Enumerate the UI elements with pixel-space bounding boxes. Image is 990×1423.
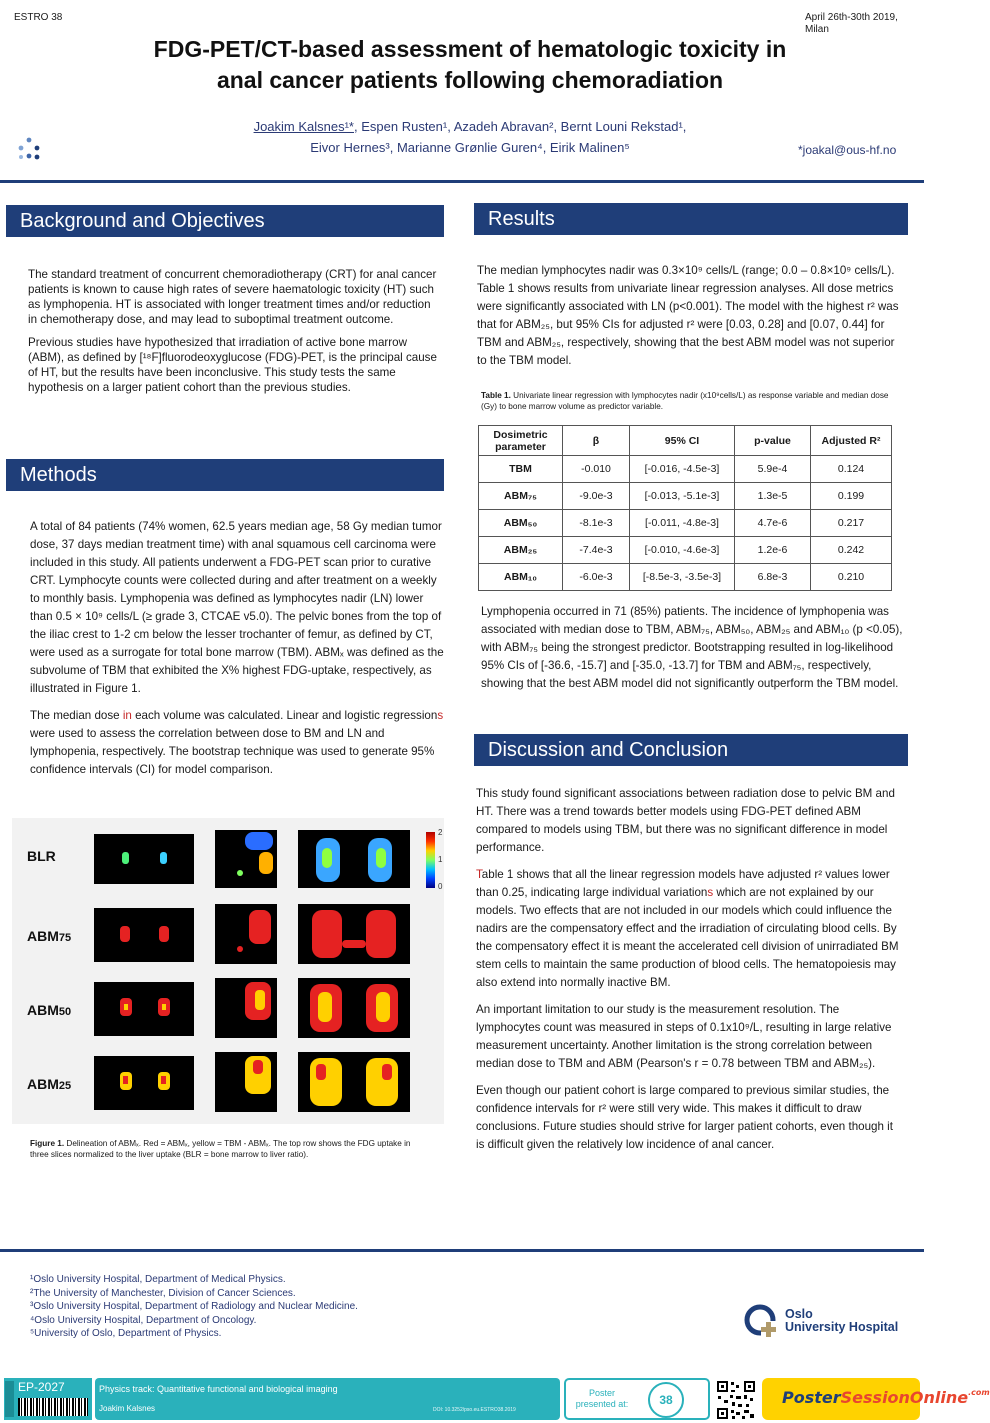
table-row	[479, 564, 892, 591]
figure-1	[12, 818, 444, 1124]
track-label: Physics track: Quantitative functional and biological imaging	[99, 1384, 338, 1394]
scan-image	[298, 904, 410, 964]
scan-image	[298, 978, 410, 1038]
scan-image	[94, 908, 194, 962]
colorbar-tick: 0	[438, 882, 443, 891]
table-cell: -8.1e-3	[563, 510, 630, 537]
first-author[interactable]: Joakim Kalsnes¹*	[253, 119, 354, 134]
discussion-heading: Discussion and Conclusion	[474, 734, 908, 766]
table-cell: 1.3e-5	[735, 483, 811, 510]
affiliation: ²The University of Manchester, Division of Cancer Sciences.	[30, 1287, 296, 1299]
table-cell: [-0.011, -4.8e-3]	[630, 510, 735, 537]
table-header-cell: β	[563, 426, 630, 456]
table-row	[479, 537, 892, 564]
table-header-cell: Adjusted R²	[811, 426, 892, 456]
qr-code-icon[interactable]	[716, 1380, 756, 1420]
scan-image	[215, 904, 277, 964]
table-cell: ABM₂₅	[479, 537, 563, 564]
side-strip	[5, 1381, 14, 1417]
table-cell: 5.9e-4	[735, 456, 811, 483]
table-cell: [-0.016, -4.5e-3]	[630, 456, 735, 483]
author-list: Joakim Kalsnes¹*, Espen Rusten¹, Azadeh Abravan², Bernt Louni Rekstad¹, Eivor Hernes³, Marianne Grønlie Guren⁴, Eirik Malinen⁵	[253, 119, 687, 155]
table-cell: [-8.5e-3, -3.5e-3]	[630, 564, 735, 591]
affiliation: ¹Oslo University Hospital, Department of Medical Physics.	[30, 1274, 286, 1285]
footer-author: Joakim Kalsnes	[99, 1404, 156, 1413]
poster-session-online-logo[interactable]: PosterSessionOnline$^{.com}$	[762, 1378, 920, 1420]
table-cell: ABM₇₅	[479, 483, 563, 510]
table-row	[479, 456, 892, 483]
scan-image	[94, 1056, 194, 1110]
table-header-cell: p-value	[735, 426, 811, 456]
table-header-cell: Dosimetric parameter	[479, 426, 563, 456]
dots-icon	[15, 136, 45, 162]
affiliation: ⁵University of Oslo, Department of Physics.	[30, 1328, 222, 1340]
methods-heading: Methods	[6, 459, 444, 491]
scan-image	[298, 830, 410, 888]
table-header-row	[479, 426, 892, 456]
scan-image	[215, 830, 277, 888]
row-label-abm25: ABM25	[27, 1076, 72, 1092]
conference-date: April 26th-30th 2019, Milan	[805, 12, 898, 35]
affiliation: ³Oslo University Hospital, Department of Radiology and Nuclear Medicine.	[30, 1301, 358, 1313]
estro-badge-icon: 38	[648, 1382, 684, 1418]
header-divider	[0, 180, 924, 183]
results-text-2: Lymphopenia occurred in 71 (85%) patients. The incidence of lymphopenia was associated with median dose to TBM, ABM₇₅, ABM₅₀, ABM₂₅ and ABM₁₀ (p <0.05), with ABM₇₅ being the strongest predictor. Bootstrapping resulted in log-likelihood 95% CIs of [-36.6, -15.7] and [-35.0, -13.7] for TBM and ABM₇₅, respectively, showing that the best ABM model did not significantly outperform the TBM model.	[481, 605, 903, 690]
figure-caption: Figure 1. Delineation of ABMₓ. Red = ABMₓ, yellow = TBM - ABMₓ. The top row shows the FDG uptake in three slices normalized to the liver uptake (BLR = bone marrow to liver ratio).	[30, 1139, 411, 1159]
presented-at-box: Poster presented at: 38	[564, 1378, 710, 1420]
table-cell: -6.0e-3	[563, 564, 630, 591]
table-cell: -0.010	[563, 456, 630, 483]
table-cell: 0.242	[811, 537, 892, 564]
results-text: The median lymphocytes nadir was 0.3×10⁹ cells/L (range; 0.0 – 0.8×10⁹ cells/L). Table 1 shows results from univariate linear regression analyses. All dose metrics were significantly associated with LN (p<0.001). The model with the highest r² was that for ABM₂₅, but 95% CIs for adjusted r² were [0.03, 0.28] and [0.07, 0.44] for TBM and ABM₂₅, respectively, showing that the best ABM model was not superior to the TBM model.	[477, 264, 899, 367]
background-heading: Background and Objectives	[6, 205, 444, 237]
scan-image	[94, 982, 194, 1036]
barcode-icon	[18, 1398, 88, 1416]
poster-id-box	[4, 1378, 92, 1420]
table-cell: 0.210	[811, 564, 892, 591]
colorbar-tick: 1	[438, 855, 443, 864]
table-cell: 6.8e-3	[735, 564, 811, 591]
doi-label: DOI: 10.3252/pso.eu.ESTRO38.2019	[433, 1407, 516, 1413]
table-cell: ABM₁₀	[479, 564, 563, 591]
colorbar	[426, 832, 435, 888]
row-label-abm75: ABM75	[27, 928, 72, 944]
hospital-logo: Oslo University Hospital	[745, 1305, 905, 1341]
background-text: The standard treatment of concurrent chemoradiotherapy (CRT) for anal cancer patients is known to cause high rates of severe haematologic toxicity (HT) such as lymphopenia. HT is associated with longer treatment times and/or reduction in chemotherapy dose, and may lead to suboptimal treatment outcome. Previous studies have hypothesized that irradiation of active bone marrow (ABM), as defined by [¹⁸F]fluorodeoxyglucose (FDG)-PET, is the principal cause of HT, but the results have been inconclusive. This study tests the same hypothesis on a larger patient cohort than the previous studies.	[28, 268, 437, 394]
table-caption: Table 1. Univariate linear regression with lymphocytes nadir (x10⁹cells/L) as response variable and median dose (Gy) to bone marrow volume as predictor variable.	[481, 391, 889, 411]
colorbar-tick: 2	[438, 828, 443, 837]
poster-title: FDG-PET/CT-based assessment of hematologic toxicity in anal cancer patients following chemoradiation	[153, 36, 787, 93]
poster-id: EP-2027	[18, 1380, 65, 1394]
table-cell: -7.4e-3	[563, 537, 630, 564]
table-cell: -9.0e-3	[563, 483, 630, 510]
table-cell: [-0.013, -5.1e-3]	[630, 483, 735, 510]
table-cell: 0.217	[811, 510, 892, 537]
methods-text: A total of 84 patients (74% women, 62.5 years median age, 58 Gy median tumor dose, 37 days median treatment time) with anal squamous cell carcinoma were included in this study. All patients underwent a FDG-PET scan prior to curative CRT. Lymphocyte counts were collected during and after treatment on a weekly to monthly basis. Lymphopenia was defined as lymphocytes nadir (LN) lower than 0.5 × 10⁹ cells/L (≥ grade 3, CTCAE v5.0). The pelvic bones from the top of the iliac crest to 1-2 cm below the lesser trochanter of femur, as defined by CT, were used as a surrogate for total bone marrow (TBM). ABMₓ was defined as the subvolume of TBM that exhibited the X% highest FDG-uptake, respectively, as illustrated in Figure 1. The median dose in each volume was calculated. Linear and logistic regressions were used to assess the correlation between dose to BM and LN and lymphopenia, respectively. The bootstrap technique was used to generate 95% confidence intervals (CI) for model comparison.	[30, 520, 444, 776]
affiliation: ⁴Oslo University Hospital, Department of Oncology.	[30, 1314, 257, 1326]
table-cell: 0.199	[811, 483, 892, 510]
table-cell: [-0.010, -4.6e-3]	[630, 537, 735, 564]
scan-image	[215, 978, 277, 1038]
table-cell: 1.2e-6	[735, 537, 811, 564]
discussion-text: This study found significant associations between radiation dose to pelvic BM and HT. There was a trend towards better models using FDG-PET defined ABM compared to models using TBM, but there was no significant difference in model performance. Table 1 shows that all the linear regression models have adjusted r² values lower than 0.25, indicating large individual variations which are not explained by our models. Two effects that are not included in our models which could influence the nadirs are the compensatory effect and the irradiation of circulating blood cells. By the compensatory effect it is meant the accelerated cell division of unirradiated BM stem cells to maintain the same production of blood cells. The hematopoiesis may also extend into normally inactive BM. An important limitation to our study is the measurement resolution. The lymphocytes count was measured in steps of 0.1x10⁹/L, resulting in large relative measurement uncertainty. Another limitation is the strong correlation between median dose to TBM and ABM (Pearson's r = 0.78 between TBM and ABM₂₅). Even though our patient cohort is large compared to previous similar studies, the confidence intervals for r² were still very wide. This makes it difficult to draw conclusions. Future studies should strive for larger patient cohorts, even though it is difficult given the relatively low incidence of anal cancer.	[476, 787, 899, 1151]
table-cell: ABM₅₀	[479, 510, 563, 537]
hospital-cross-icon	[745, 1305, 779, 1339]
track-box	[95, 1378, 560, 1420]
table-cell: TBM	[479, 456, 563, 483]
affiliations	[30, 1273, 358, 1341]
row-label-abm50: ABM50	[27, 1002, 72, 1018]
contact-email[interactable]: *joakal@ous-hf.no	[798, 143, 897, 157]
footer-divider	[0, 1249, 924, 1252]
conference-label: ESTRO 38	[14, 12, 63, 23]
table-cell: 4.7e-6	[735, 510, 811, 537]
scan-image	[298, 1052, 410, 1112]
table-cell: 0.124	[811, 456, 892, 483]
table-row	[479, 510, 892, 537]
table-header-cell: 95% CI	[630, 426, 735, 456]
results-heading: Results	[474, 203, 908, 235]
scan-image	[94, 834, 194, 884]
row-label-blr: BLR	[27, 848, 56, 864]
scan-image	[215, 1052, 277, 1112]
table-row	[479, 483, 892, 510]
results-table	[478, 425, 892, 591]
